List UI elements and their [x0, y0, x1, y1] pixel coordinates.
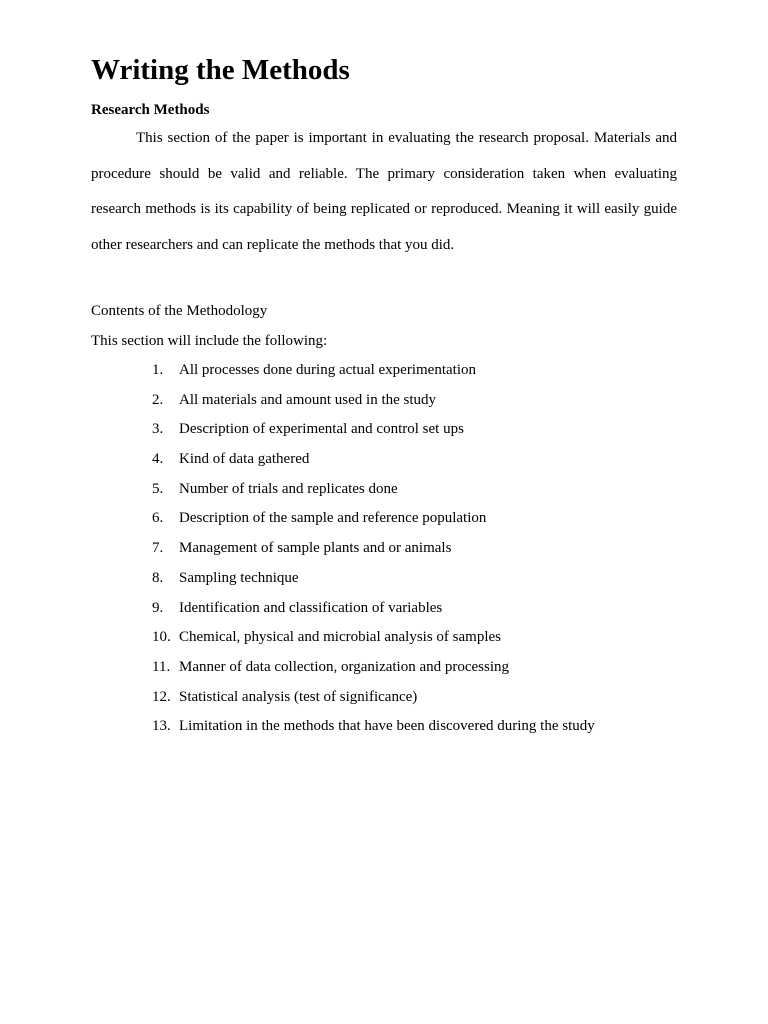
list-item-number: 9. — [152, 599, 164, 616]
list-item-text: Management of sample plants and or animals — [179, 540, 452, 557]
list-item-text: Statistical analysis (test of significance) — [179, 688, 418, 705]
list-item-text: Number of trials and replicates done — [179, 480, 398, 497]
list-item-text: Description of experimental and control set ups — [179, 421, 464, 438]
contents-intro: This section will include the following: — [91, 333, 328, 349]
list-item-number: 5. — [152, 480, 164, 497]
list-item-text: Limitation in the methods that have been discovered during the study — [179, 718, 595, 735]
section-heading: Research Methods — [91, 102, 210, 118]
list-item-number: 11. — [152, 658, 171, 675]
list-item-number: 6. — [152, 510, 164, 527]
list-item-text: Chemical, physical and microbial analysis of samples — [179, 629, 502, 646]
page-title: Writing the Methods — [91, 54, 350, 86]
list-item-text: Kind of data gathered — [179, 451, 310, 468]
list-item-text: Identification and classification of variables — [179, 599, 443, 616]
list-item-number: 1. — [152, 362, 164, 378]
list-item-text: All processes done during actual experimentation — [179, 362, 476, 378]
list-item-text: All materials and amount used in the study — [179, 391, 437, 408]
list-item-number: 8. — [152, 569, 164, 586]
list-item-number: 4. — [152, 451, 164, 468]
list-item-number: 7. — [152, 540, 164, 557]
contents-heading: Contents of the Methodology — [91, 303, 268, 319]
list-item-number: 12. — [152, 688, 171, 705]
list-item-text: Description of the sample and reference population — [179, 510, 487, 527]
list-item-number: 2. — [152, 391, 164, 408]
list-item-text: Manner of data collection, organization and processing — [179, 658, 510, 675]
list-item-number: 3. — [152, 421, 164, 438]
list-item-text: Sampling technique — [179, 569, 299, 586]
list-item-number: 10. — [152, 629, 171, 646]
body-paragraph: This section of the paper is important in evaluating the research proposal. Materials and procedure should be valid and reliable. The primary consideration taken when evaluating research methods is its capability of being replicated or reproduced. Meaning it will easily guide other researchers and can replicate the methods that you did. — [91, 130, 677, 254]
list-item-number: 13. — [152, 718, 171, 735]
